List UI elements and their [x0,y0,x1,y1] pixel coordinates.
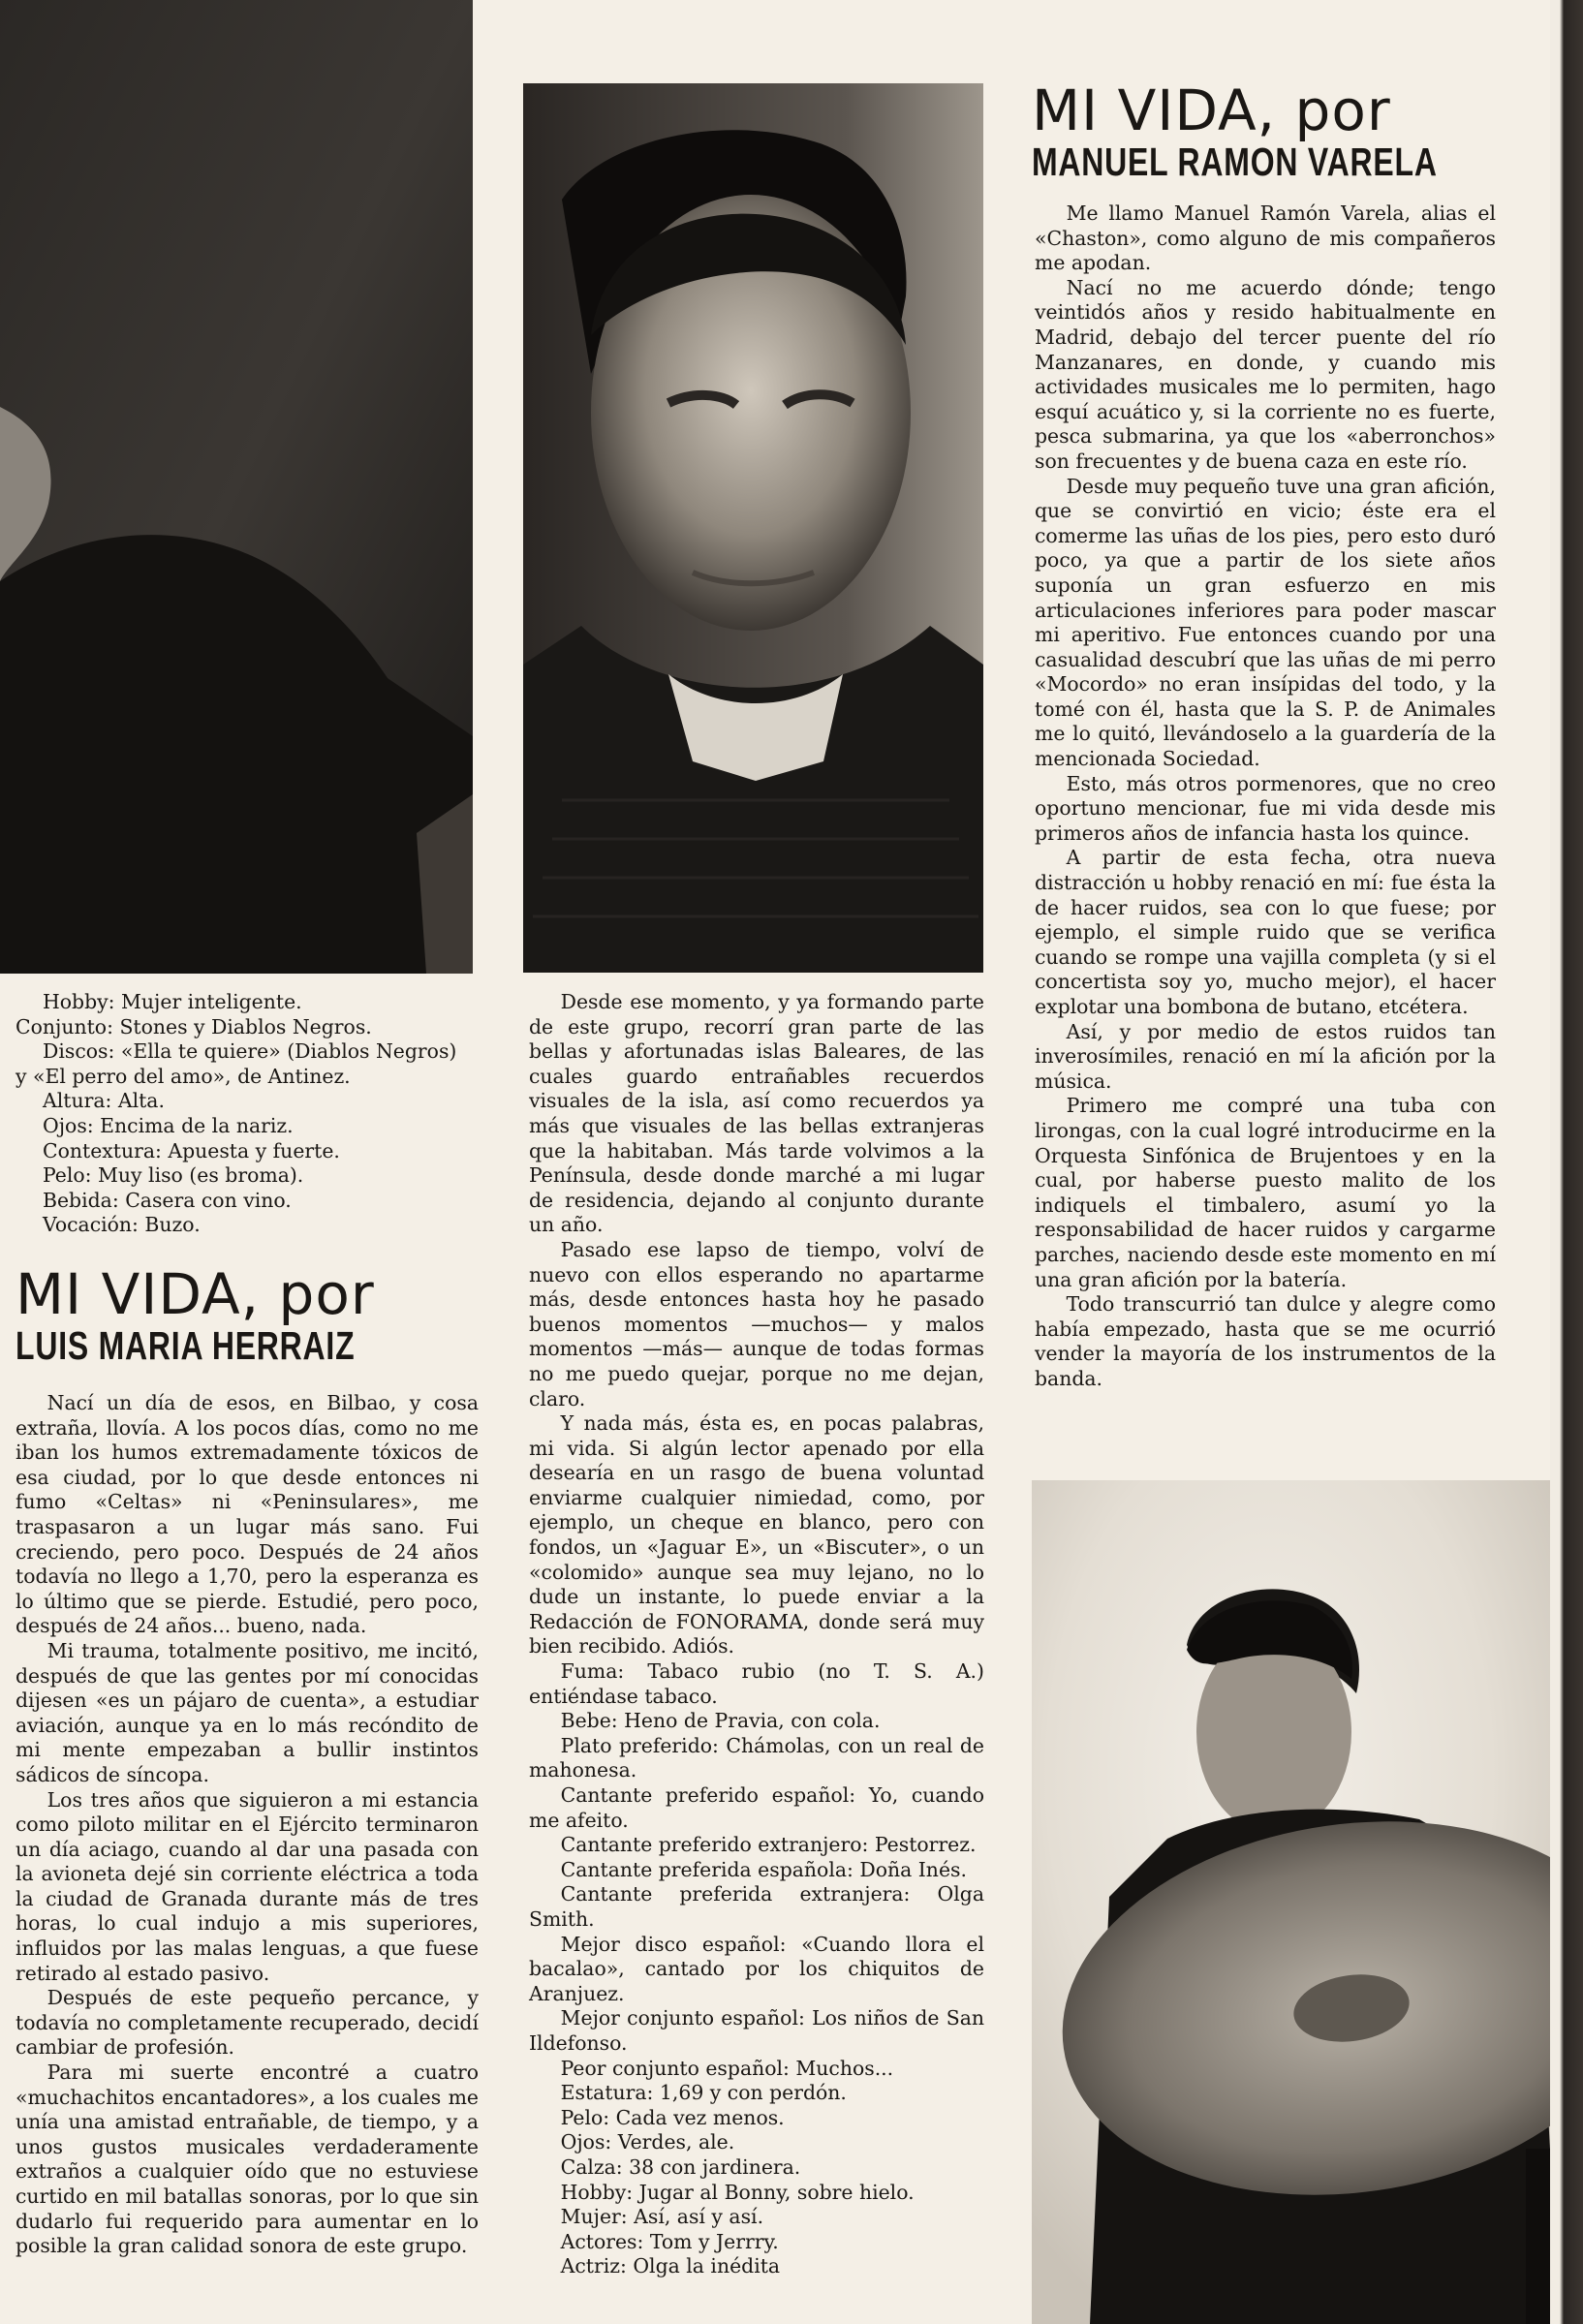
profile-line: Calza: 38 con jardinera. [560,2154,801,2179]
manuel-heading-title: MI VIDA, por [1032,77,1391,143]
profile-line: Cantante preferido español: Yo, cuando me afeito. [529,1783,984,1832]
left-profile-list [16,990,479,1238]
profile-line: Bebe: Heno de Pravia, con cola. [560,1709,881,1733]
profile-line: Vocación: Buzo. [43,1213,201,1237]
middle-column-body [529,990,984,2279]
page-edge [1550,0,1583,2324]
luis-paragraph: Nací un día de esos, en Bilbao, y cosa extraña, llovía. A los pocos días, como no me iban los humos extremadamente tóxicos de esa ciudad, por lo que desde entonces ni fumo «Celtas» ni «Peninsulares», me traspasaron a un lugar más sano. Fui creciendo, pero poco. Después de 24 años todavía no llego a 1,70, pero la esperanza es lo último que se pierde. Estudié, pero poco, después de 24 años... bueno, nada. [16,1391,479,1638]
middle-paragraph: Y nada más, ésta es, en pocas palabras, mi vida. Si algún lector apenado por ella desearía en un rasgo de buena voluntad enviarme cualquier nimiedad, como, por ejemplo, un cheque en blanco, pero con fondos, un «Jaguar E», un «Biscuter», o un «colomido» aunque sea muy lejano, no lo dude un instante, lo puede enviar a la Redacción de FONORAMA, donde será muy bien recibido. Adiós. [529,1411,984,1658]
manuel-heading-name: MANUEL RAMON VARELA [1032,139,1438,184]
luis-paragraph: Después de este pequeño percance, y todavía no completamente recuperado, decidí cambiar de profesión. [16,1986,479,2060]
luis-heading-name: LUIS MARIA HERRAIZ [16,1323,356,1368]
luis-heading [16,1261,471,1368]
manuel-article-body [1035,201,1496,1392]
luis-paragraph: Los tres años que siguieron a mi estancia como piloto militar en el Ejército terminaron un día aciago, cuando al dar una pasada con la avioneta dejé sin corriente eléctrica a toda la ciudad de Granada durante más de tres horas, lo cual indujo a mis superiores, influidos por las malas lenguas, a que fuese retirado al estado pasivo. [16,1787,479,1985]
profile-line: Peor conjunto español: Muchos... [560,2056,894,2080]
profile-line: Mujer: Así, así y así. [560,2205,764,2229]
luis-paragraph: Para mi suerte encontré a cuatro «muchachitos encantadores», a los cuales me unía una amistad entrañable, de tiempo, y a unos gustos musicales verdaderamente extraños a cualquier oído que no estuviese curtido en mil batallas sonoras, por lo que sin dudarlo fui requerido para aumentar en lo posible la gran calidad sonora de este grupo. [16,2061,479,2258]
manuel-paragraph: Me llamo Manuel Ramón Varela, alias el «Chaston», como alguno de mis compañeros me apodan. [1035,201,1496,275]
luis-heading-title: MI VIDA, por [16,1261,375,1327]
luis-article-body [16,1391,479,2259]
manuel-heading [1032,77,1536,184]
drummer-photo [1032,1480,1560,2324]
luis-paragraph: Mi trauma, totalmente positivo, me incitó, después de que las gentes por mí conocidas dijesen «es un pájaro de cuenta», a estudiar aviación, aunque ya en lo más recóndito de mi mente empezaban a bullir instintos sádicos de síncopa. [16,1638,479,1786]
profile-line: Pelo: Muy liso (es broma). [43,1163,304,1188]
profile-line: Ojos: Encima de la nariz. [43,1113,294,1137]
profile-line: Pelo: Cada vez menos. [560,2105,785,2129]
profile-line: Fuma: Tabaco rubio (no T. S. A.) entiéndase tabaco. [529,1659,984,1708]
manuel-paragraph: Esto, más otros pormenores, que no creo oportuno mencionar, fue mi vida desde mis primeros años de infancia hasta los quince. [1035,771,1496,845]
profile-line: Cantante preferido extranjero: Pestorrez. [560,1833,977,1857]
profile-line: Actriz: Olga la inédita [560,2254,781,2278]
profile-line: Conjunto: Stones y Diablos Negros. [16,1014,372,1038]
manuel-paragraph: Nací no me acuerdo dónde; tengo veintidós años y resido habitualmente en Madrid, debajo del tercer puente del río Manzanares, en donde, y cuando mis actividades musicales me lo permiten, hago esquí acuático y, si la corriente no es fuerte, pesca submarina, ya que los «aberronchos» son frecuentes y de buena caza en este río. [1035,275,1496,473]
manuel-paragraph: A partir de esta fecha, otra nueva distracción u hobby renació en mí: fue ésta la de hacer ruidos, sea con lo que fuese; por ejemplo, el simple ruido que se verifica cuando se rompe una vajilla completa (y si el concertista soy yo, mucho mejor), el hacer explotar una bombona de butano, etcétera. [1035,846,1496,1018]
profile-line: Cantante preferida española: Doña Inés. [560,1857,967,1881]
profile-line: Mejor conjunto español: Los niños de San Ildefonso. [529,2006,984,2055]
profile-line: Hobby: Mujer inteligente. [43,990,302,1013]
profile-line: Mejor disco español: «Cuando llora el bacalao», cantado por los chiquitos de Aranjuez. [529,1932,984,2005]
profile-line: Ojos: Verdes, ale. [560,2130,735,2154]
profile-line: Discos: «Ella te quiere» (Diablos Negros) [43,1039,457,1064]
top-left-photo [0,0,473,974]
profile-line: y «El perro del amo», de Antinez. [16,1064,351,1088]
profile-line: Plato preferido: Chámolas, con un real de mahonesa. [529,1733,984,1782]
profile-line: Bebida: Casera con vino. [43,1188,292,1212]
profile-line: Contextura: Apuesta y fuerte. [43,1138,340,1162]
profile-line: Hobby: Jugar al Bonny, sobre hielo. [560,2180,915,2204]
profile-line: Actores: Tom y Jerrry. [560,2229,779,2253]
manuel-paragraph: Primero me compré una tuba con lirongas, con la cual logré introducirme en la Orquesta Sinfónica de Brujentoes y en la cual, por haberse puesto malito de los indiquels el timbalero, asumí yo la responsabilidad de hacer ruidos y cargarme parches, naciendo desde este momento en mí una gran afición por la batería. [1035,1094,1496,1291]
manuel-paragraph: Todo transcurrió tan dulce y alegre como había empezado, hasta que se me ocurrió vender la mayoría de los instrumentos de la banda. [1035,1292,1496,1390]
profile-line: Altura: Alta. [43,1089,165,1113]
manuel-paragraph: Desde muy pequeño tuve una gran afición, que se convirtió en vicio; éste era el comerme las uñas de los pies, pero esto duró poco, ya que a partir de los siete años suponía un gran esfuerzo en mis articulaciones inferiores para poder mascar mi aperitivo. Fue entonces cuando por una casualidad descubrí que las uñas de mi perro «Mocordo» no eran insípidas del todo, y la tomé con él, hasta que la S. P. de Animales me lo quitó, llevándoselo a la guardería de la mencionada Sociedad. [1035,474,1496,771]
manuel-paragraph: Así, y por medio de estos ruidos tan inverosímiles, renació en mí la afición por la música. [1035,1019,1496,1093]
middle-paragraph: Pasado ese lapso de tiempo, volví de nuevo con ellos esperando no apartarme más, desde entonces hasta hoy he pasado buenos momentos —muchos— y malos momentos —más— aunque de todas formas no me puedo quejar, porque no me dejan, claro. [529,1237,984,1410]
portrait-photo [523,83,983,973]
middle-paragraph: Desde ese momento, y ya formando parte de este grupo, recorrí gran parte de las bellas y afortunadas islas Baleares, de las cuales guardo entrañables recuerdos visuales de la isla, así como recuerdos ya más que visuales de las bellas extranjeras que la habitaban. Más tarde volvimos a la Península, desde donde marché a mi lugar de residencia, dejando al conjunto durante un año. [529,990,984,1237]
profile-line: Cantante preferida extranjera: Olga Smith. [529,1882,984,1931]
profile-line: Estatura: 1,69 y con perdón. [560,2081,847,2105]
